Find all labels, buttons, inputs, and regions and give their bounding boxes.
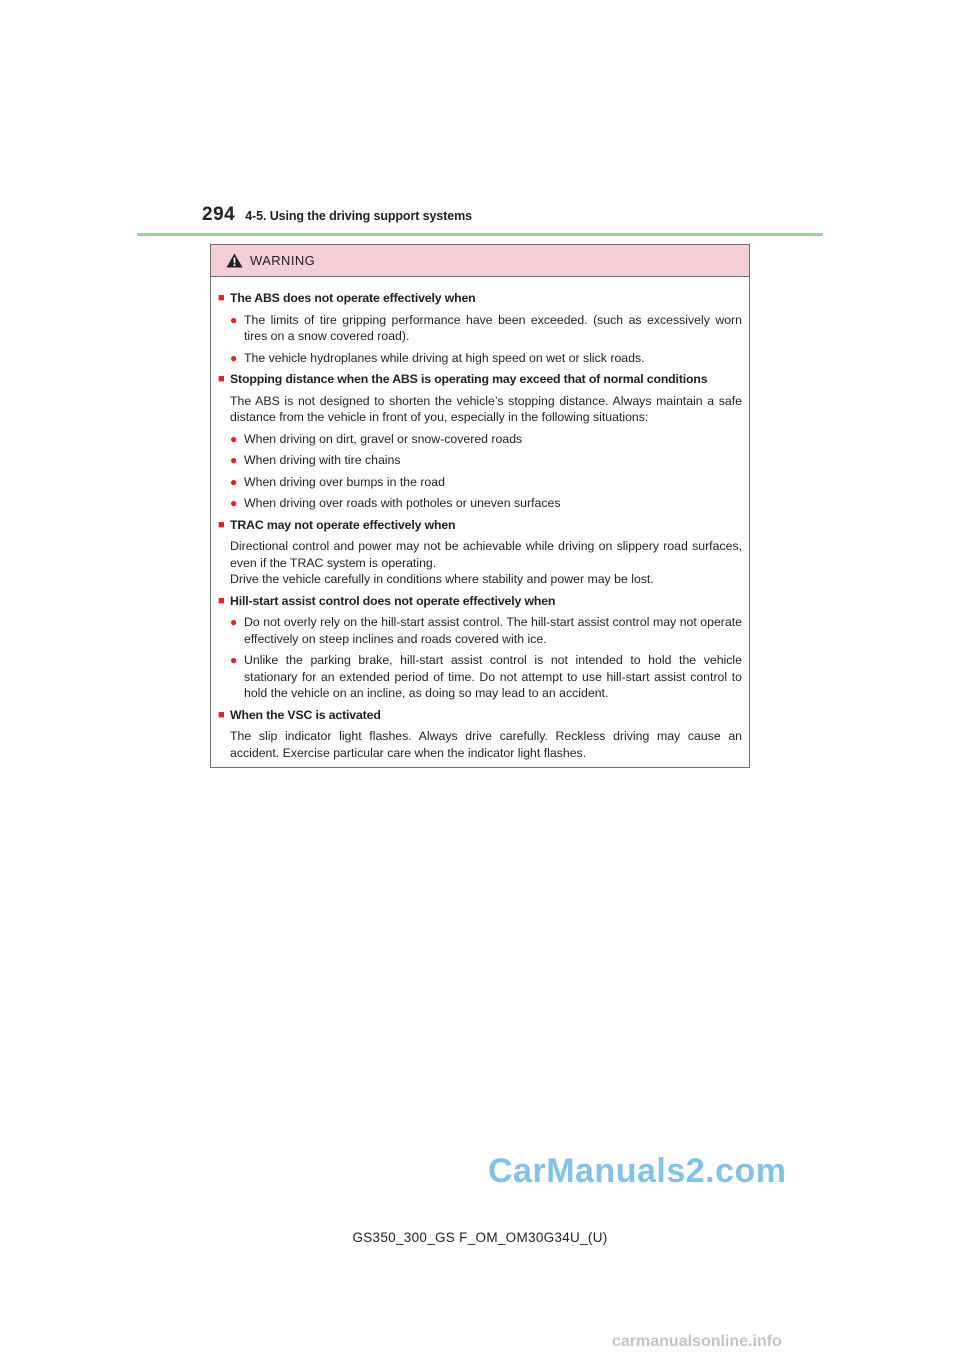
list-item	[230, 614, 742, 647]
section-heading	[218, 517, 742, 534]
warning-triangle-icon	[226, 253, 243, 268]
section-paragraph: The ABS is not designed to shorten the vehicle’s stopping distance. Always maintain a safe distance from the vehicle in front of you, especially in the following situations:	[230, 393, 742, 424]
section-heading	[218, 371, 742, 388]
watermark-logo: CarManuals2.com	[488, 1152, 787, 1190]
section-heading-text: TRAC may not operate effectively when	[230, 517, 456, 532]
circle-bullet-icon: ●	[230, 453, 238, 467]
warning-box	[210, 244, 750, 768]
section-heading-text: Hill-start assist control does not operate effectively when	[230, 593, 556, 608]
circle-bullet-icon: ●	[230, 350, 238, 365]
section-paragraph: Drive the vehicle carefully in conditions where stability and power may be lost.	[230, 572, 654, 586]
warning-label: WARNING	[250, 253, 316, 268]
list-item-text: The vehicle hydroplanes while driving at high speed on wet or slick roads.	[244, 350, 645, 365]
list-item	[230, 350, 742, 367]
section-heading-text: Stopping distance when the ABS is operating may exceed that of normal conditions	[230, 372, 708, 386]
section-heading-text: The ABS does not operate effectively when	[230, 291, 476, 305]
list-item-text: When driving over bumps in the road	[244, 474, 445, 489]
list-item-text: When driving with tire chains	[244, 453, 401, 467]
circle-bullet-icon: ●	[230, 431, 238, 446]
list-item	[230, 495, 742, 512]
circle-bullet-icon: ●	[230, 474, 238, 489]
circle-bullet-icon: ●	[230, 615, 238, 629]
page-number: 294	[202, 204, 236, 225]
square-bullet-icon: ■	[218, 373, 225, 385]
list-item	[230, 312, 742, 345]
circle-bullet-icon: ●	[230, 312, 238, 327]
list-item	[230, 652, 742, 702]
section-paragraph: Directional control and power may not be achievable while driving on slippery road surfaces, even if the TRAC system is operating.	[230, 539, 742, 570]
square-bullet-icon: ■	[218, 708, 225, 721]
list-item	[230, 452, 742, 469]
section-title: 4-5. Using the driving support systems	[245, 209, 473, 223]
list-item-text: When driving over roads with potholes or uneven surfaces	[244, 496, 561, 510]
circle-bullet-icon: ●	[230, 653, 238, 667]
warning-header	[211, 245, 749, 277]
square-bullet-icon: ■	[218, 518, 225, 531]
square-bullet-icon: ■	[218, 292, 225, 304]
page-header	[202, 204, 472, 230]
circle-bullet-icon: ●	[230, 496, 238, 510]
list-item-text: Unlike the parking brake, hill-start assist control is not intended to hold the vehicle stationary for an extended period of time. Do not attempt to use hill-start assist control to hold the vehicle on an incline, as doing so may lead to an accident.	[244, 653, 742, 700]
footer-document-code: GS350_300_GS F_OM_OM30G34U_(U)	[352, 1230, 608, 1245]
watermark-site: carmanualsonline.info	[612, 1333, 782, 1350]
section-heading	[218, 593, 742, 610]
list-item	[230, 431, 742, 448]
list-item	[230, 474, 742, 491]
section-paragraph: The slip indicator light flashes. Always drive carefully. Reckless driving may cause an accident. Exercise particular care when the indicator light flashes.	[230, 729, 742, 760]
square-bullet-icon: ■	[218, 594, 225, 607]
list-item-text: Do not overly rely on the hill-start assist control. The hill-start assist control may not operate effectively on steep inclines and roads covered with ice.	[244, 615, 742, 646]
section-heading-text: When the VSC is activated	[230, 707, 381, 722]
list-item-text: The limits of tire gripping performance have been exceeded. (such as excessively worn tires on a snow covered road).	[244, 312, 742, 343]
section-heading	[218, 707, 742, 724]
warning-body	[211, 277, 749, 761]
list-item-text: When driving on dirt, gravel or snow-covered roads	[244, 431, 523, 446]
section-heading	[218, 290, 742, 307]
header-rule	[137, 233, 823, 236]
